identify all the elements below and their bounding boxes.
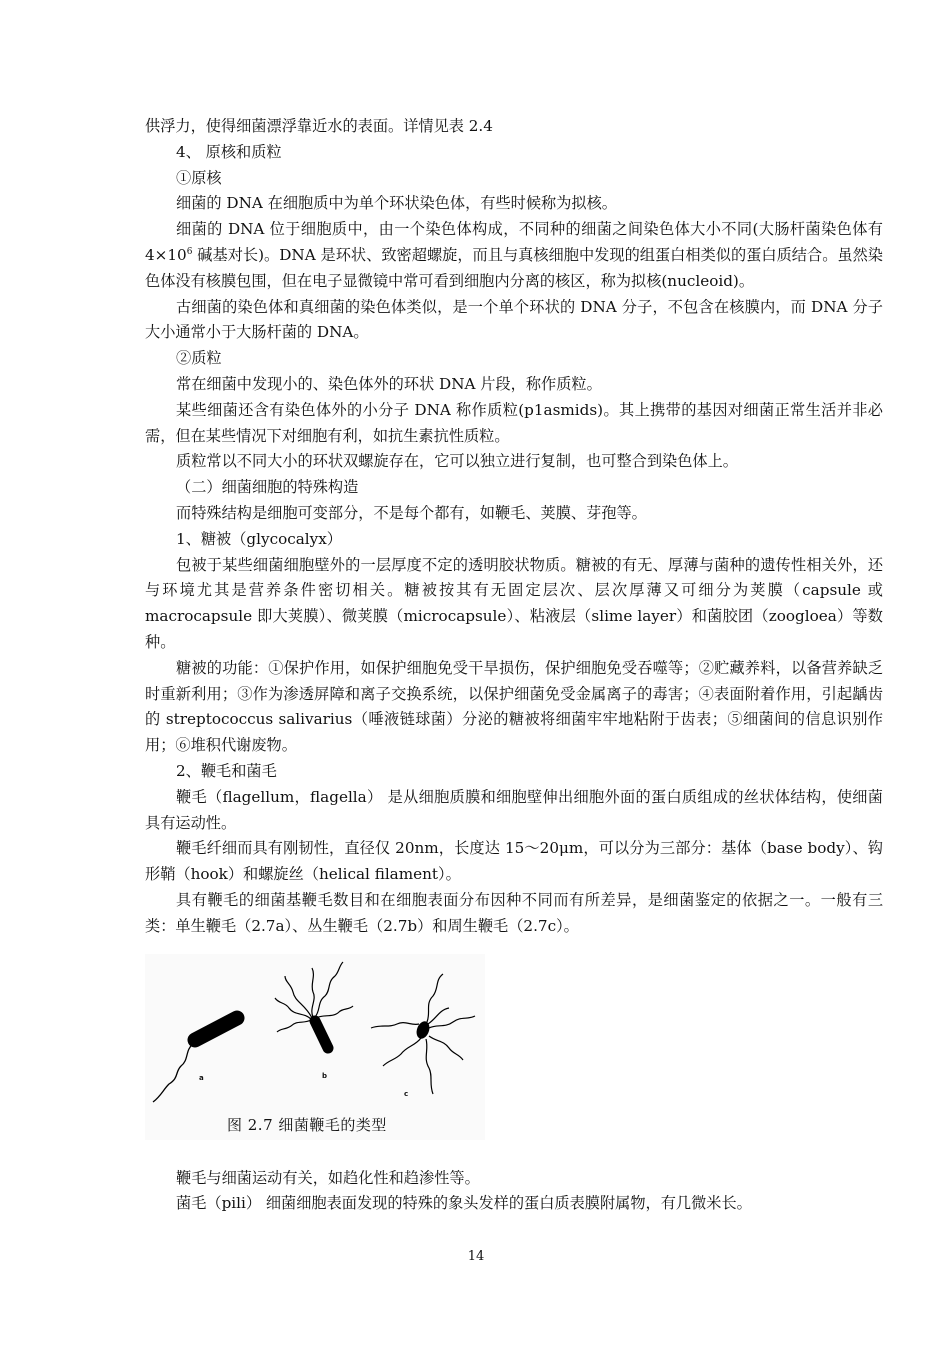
subsection-heading: ①原核 [176,168,222,187]
paragraph: 而特殊结构是细胞可变部分，不是每个都有，如鞭毛、荚膜、芽孢等。 [176,503,647,522]
section-heading: （二）细菌细胞的特殊构造 [176,478,359,497]
paragraph [145,217,883,294]
paragraph: 菌毛（pili） 细菌细胞表面发现的特殊的象头发样的蛋白质表膜附属物，有几微米长。 [176,1194,752,1213]
paragraph: 具有鞭毛的细菌基鞭毛数目和在细胞表面分布因种不同而有所差异，是细菌鉴定的依据之一。一般有三类：单生鞭毛（2.7a）、丛生鞭毛（2.7b）和周生鞭毛（2.7c）。 [145,890,883,935]
paragraph: 鞭毛纤细而具有刚韧性，直径仅 20nm，长度达 15～20μm，可以分为三部分：基体（base body）、钩形鞘（hook）和螺旋丝（helical filament）。 [145,839,883,884]
paragraph: 某些细菌还含有染色体外的小分子 DNA 称作质粒(p1asmids)。其上携带的基因对细菌正常生活并非必需，但在某些情况下对细胞有利，如抗生素抗性质粒。 [145,400,883,445]
flagella-figure [145,954,485,1140]
subsection-heading: ②质粒 [176,349,222,368]
page-number: 14 [467,1249,485,1264]
paragraph: 供浮力，使得细菌漂浮靠近水的表面。详情见表 2.4 [145,117,493,135]
paragraph: 包被于某些细菌细胞壁外的一层厚度不定的透明胶状物质。糖被的有无、厚薄与菌种的遗传性相关外，还与环境尤其是营养条件密切相关。糖被按其有无固定层次、层次厚薄又可细分为荚膜（capsule 或 macrocapsule 即大荚膜）、微荚膜（microcapsule）、粘液层（slime layer）和菌胶团（zoogloea）等数种。 [145,555,883,651]
document-body [145,114,883,1217]
section-heading: 2、鞭毛和菌毛 [176,761,277,780]
peritrichous-bacterium [371,974,475,1094]
section-heading: 4、 原核和质粒 [176,142,282,161]
paragraph: 细菌的 DNA 在细胞质中为单个环状染色体，有些时候称为拟核。 [176,194,617,213]
section-heading: 1、糖被（glycocalyx） [176,529,342,548]
monotrichous-bacterium [153,1018,237,1102]
figure-label-a: a [199,1073,204,1082]
paragraph: 常在细菌中发现小的、染色体外的环状 DNA 片段，称作质粒。 [176,374,602,393]
figure-label-c: c [404,1089,409,1098]
figure-label-b: b [322,1071,328,1080]
paragraph: 鞭毛（flagellum，flagella） 是从细胞质膜和细胞壁伸出细胞外面的蛋白质组成的丝状体结构，使细菌具有运动性。 [145,787,883,832]
paragraph-text: 碱基对长)。DNA 是环状、致密超螺旋，而且与真核细胞中发现的组蛋白相类似的蛋白质结合。虽然染色体没有核膜包围，但在电子显微镜中常可看到细胞内分离的核区，称为拟核(nucleoid)。 [145,245,883,290]
paragraph: 鞭毛与细菌运动有关，如趋化性和趋渗性等。 [176,1168,480,1187]
paragraph: 质粒常以不同大小的环状双螺旋存在，它可以独立进行复制，也可整合到染色体上。 [176,452,738,471]
figure-caption: 图 2.7 细菌鞭毛的类型 [227,1115,387,1134]
lophotrichous-bacterium [275,962,353,1048]
flagella-illustration [145,954,485,1140]
superscript: 6 [186,246,193,257]
paragraph-text: 细菌的 DNA 位于细胞质中，由一个染色体构成，不同种的细菌之间染色体大小不同(大肠杆菌染色体有 4×10 [145,220,883,264]
paragraph: 古细菌的染色体和真细菌的染色体类似，是一个单个环状的 DNA 分子，不包含在核膜内，而 DNA 分子大小通常小于大肠杆菌的 DNA。 [145,297,883,342]
paragraph: 糖被的功能：①保护作用，如保护细胞免受干旱损伤，保护细胞免受吞噬等；②贮藏养料，以备营养缺乏时重新利用；③作为渗透屏障和离子交换系统，以保护细菌免受金属离子的毒害；④表面附着作用，引起龋齿的 streptococcus salivarius（唾液链球菌）分泌的糖被将细菌牢牢地粘附于齿表；⑤细菌间的信息识别作用；⑥堆积代谢废物。 [145,658,883,755]
